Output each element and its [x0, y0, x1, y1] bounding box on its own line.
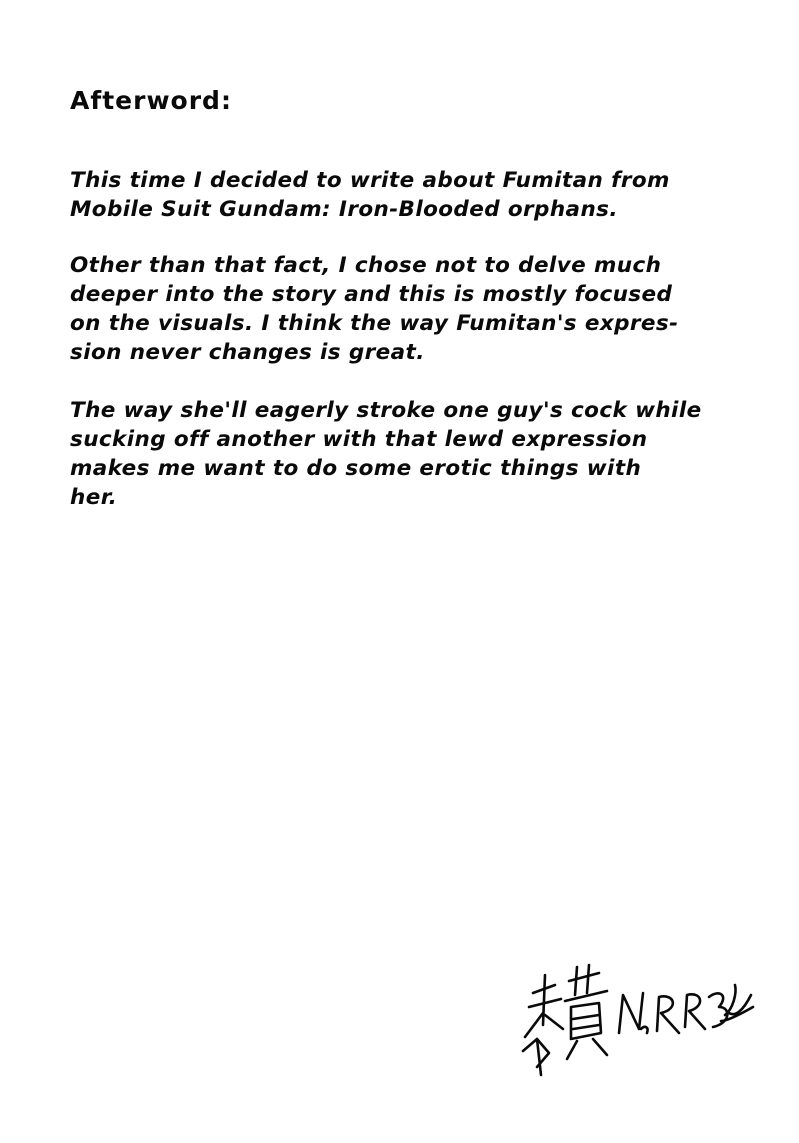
text-line: her. — [70, 485, 118, 510]
text-line: Other than that fact, I chose not to delve much — [70, 253, 662, 278]
text-line: The way she'll eagerly stroke one guy's cock while — [70, 398, 702, 423]
text-line: Mobile Suit Gundam: Iron-Blooded orphans. — [70, 197, 618, 222]
text-line: sucking off another with that lewd expression — [70, 427, 648, 452]
text-line: makes me want to do some erotic things with — [70, 456, 642, 481]
text-line: sion never changes is great. — [70, 340, 425, 365]
paragraph-visuals — [70, 251, 678, 367]
text-line: on the visuals. I think the way Fumitan's expres- — [70, 311, 679, 336]
paragraph-closing — [70, 396, 702, 512]
paragraph-intro — [70, 166, 670, 224]
text-line: deeper into the story and this is mostly focused — [70, 282, 673, 307]
page-title: Afterword: — [70, 86, 232, 115]
text-line: This time I decided to write about Fumitan from — [70, 168, 670, 193]
handwritten-signature-icon — [515, 955, 755, 1080]
